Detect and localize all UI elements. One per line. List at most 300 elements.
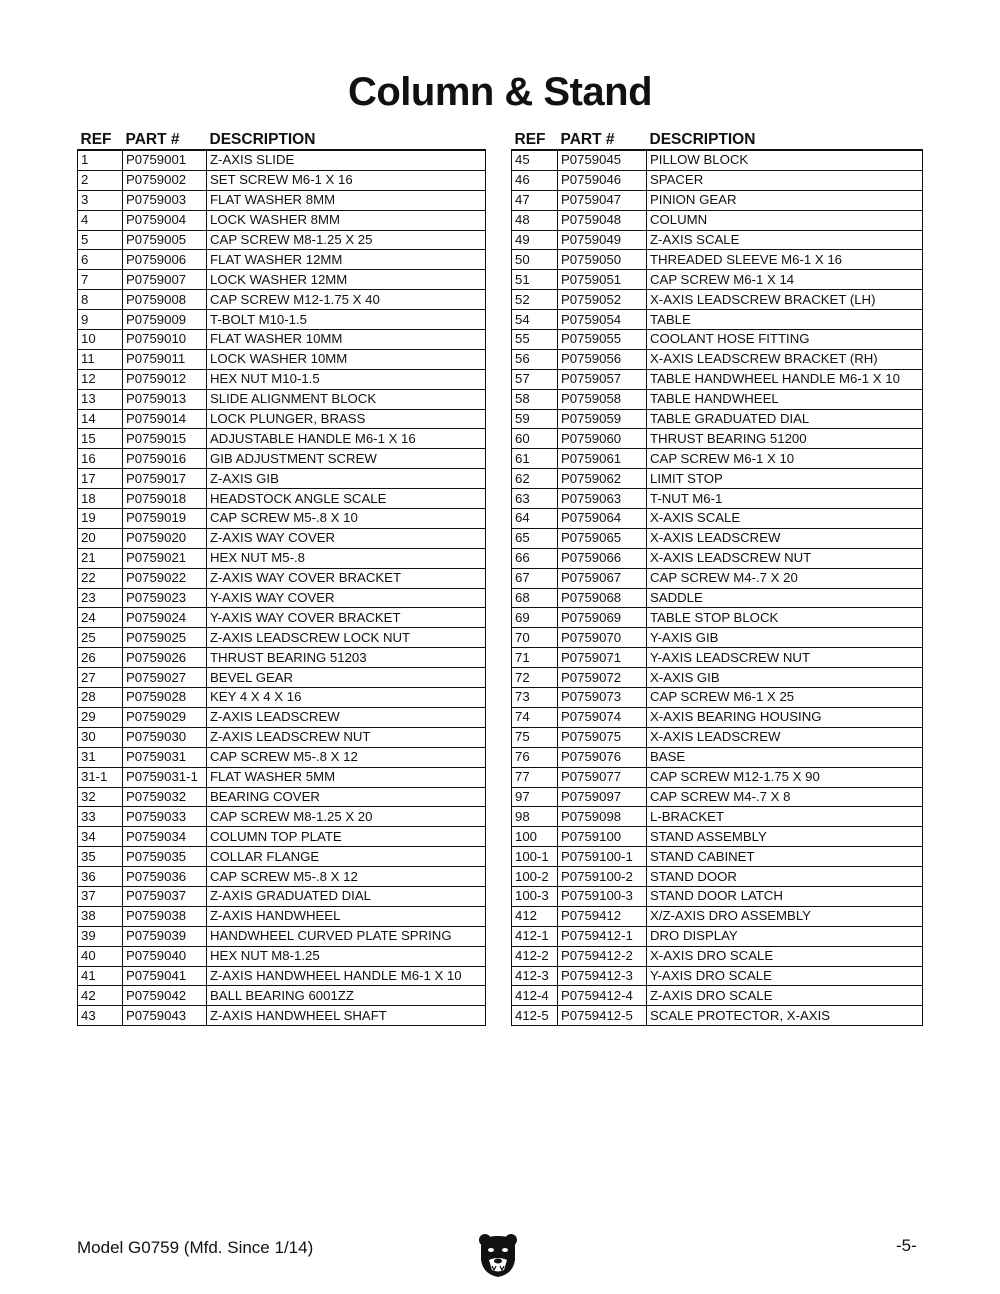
ref-cell: 70	[512, 628, 558, 648]
table-row	[78, 489, 486, 509]
ref-cell: 24	[78, 608, 123, 628]
ref-cell: 65	[512, 528, 558, 548]
ref-cell: 51	[512, 270, 558, 290]
description-cell: BALL BEARING 6001ZZ	[207, 986, 486, 1006]
part-number-cell: P0759024	[123, 608, 207, 628]
ref-header: REF	[514, 131, 546, 148]
table-row	[78, 230, 486, 250]
part-number-cell: P0759098	[558, 807, 647, 827]
ref-cell: 28	[78, 688, 123, 708]
description-cell: X-AXIS LEADSCREW	[647, 727, 923, 747]
table-row	[78, 588, 486, 608]
ref-cell: 31	[78, 747, 123, 767]
part-number-cell: P0759005	[123, 230, 207, 250]
ref-cell: 60	[512, 429, 558, 449]
table-row	[78, 926, 486, 946]
description-cell: BEVEL GEAR	[207, 668, 486, 688]
description-cell: STAND ASSEMBLY	[647, 827, 923, 847]
description-cell: LOCK WASHER 12MM	[207, 270, 486, 290]
part-number-cell: P0759068	[558, 588, 647, 608]
table-row	[78, 946, 486, 966]
part-number-cell: P0759058	[558, 389, 647, 409]
description-cell: ADJUSTABLE HANDLE M6-1 X 16	[207, 429, 486, 449]
part-number-cell: P0759100-3	[558, 886, 647, 906]
table-row	[78, 150, 486, 170]
table-row	[78, 449, 486, 469]
description-cell: X-AXIS GIB	[647, 668, 923, 688]
ref-cell: 72	[512, 668, 558, 688]
part-number-cell: P0759059	[558, 409, 647, 429]
part-number-cell: P0759037	[123, 886, 207, 906]
description-cell: Z-AXIS LEADSCREW NUT	[207, 727, 486, 747]
part-number-cell: P0759015	[123, 429, 207, 449]
table-row	[512, 369, 923, 389]
table-row	[512, 588, 923, 608]
ref-cell: 36	[78, 867, 123, 887]
table-row	[512, 1006, 923, 1026]
ref-cell: 100	[512, 827, 558, 847]
description-cell: Z-AXIS WAY COVER BRACKET	[207, 568, 486, 588]
part-number-cell: P0759412-3	[558, 966, 647, 986]
table-row	[78, 568, 486, 588]
ref-cell: 13	[78, 389, 123, 409]
table-row	[78, 886, 486, 906]
table-row	[78, 469, 486, 489]
part-number-cell: P0759412-1	[558, 926, 647, 946]
part-number-cell: P0759071	[558, 648, 647, 668]
table-row	[512, 747, 923, 767]
table-row	[512, 429, 923, 449]
ref-cell: 20	[78, 528, 123, 548]
table-row	[78, 767, 486, 787]
part-number-cell: P0759016	[123, 449, 207, 469]
part-number-cell: P0759064	[558, 509, 647, 529]
part-number-cell: P0759012	[123, 369, 207, 389]
description-header: DESCRIPTION	[649, 131, 756, 148]
part-number-cell: P0759073	[558, 688, 647, 708]
part-number-cell: P0759060	[558, 429, 647, 449]
part-number-cell: P0759050	[558, 250, 647, 270]
part-number-cell: P0759056	[558, 349, 647, 369]
description-cell: X-AXIS LEADSCREW BRACKET (RH)	[647, 349, 923, 369]
description-cell: Z-AXIS SCALE	[647, 230, 923, 250]
part-number-cell: P0759028	[123, 688, 207, 708]
part-number-cell: P0759055	[558, 330, 647, 350]
description-cell: SCALE PROTECTOR, X-AXIS	[647, 1006, 923, 1026]
ref-cell: 42	[78, 986, 123, 1006]
description-cell: DRO DISPLAY	[647, 926, 923, 946]
ref-cell: 1	[78, 150, 123, 170]
table-row	[78, 349, 486, 369]
description-cell: TABLE STOP BLOCK	[647, 608, 923, 628]
part-number-cell: P0759019	[123, 509, 207, 529]
part-number-cell: P0759033	[123, 807, 207, 827]
table-row	[78, 966, 486, 986]
part-number-cell: P0759076	[558, 747, 647, 767]
part-number-cell: P0759032	[123, 787, 207, 807]
ref-cell: 27	[78, 668, 123, 688]
parts-table-right	[511, 128, 923, 1026]
table-row	[78, 330, 486, 350]
description-cell: Z-AXIS HANDWHEEL SHAFT	[207, 1006, 486, 1026]
part-number-cell: P0759035	[123, 847, 207, 867]
part-number-cell: P0759021	[123, 548, 207, 568]
description-cell: CAP SCREW M8-1.25 X 20	[207, 807, 486, 827]
table-row	[512, 270, 923, 290]
description-cell: Z-AXIS LEADSCREW LOCK NUT	[207, 628, 486, 648]
description-cell: X-AXIS SCALE	[647, 509, 923, 529]
ref-cell: 47	[512, 190, 558, 210]
part-number-cell: P0759070	[558, 628, 647, 648]
table-row	[512, 707, 923, 727]
part-number-cell: P0759003	[123, 190, 207, 210]
table-row	[512, 250, 923, 270]
ref-cell: 50	[512, 250, 558, 270]
table-row	[512, 926, 923, 946]
ref-cell: 16	[78, 449, 123, 469]
ref-cell: 41	[78, 966, 123, 986]
part-number-cell: P0759412-4	[558, 986, 647, 1006]
ref-cell: 76	[512, 747, 558, 767]
description-cell: HANDWHEEL CURVED PLATE SPRING	[207, 926, 486, 946]
table-row	[512, 568, 923, 588]
part-number-cell: P0759002	[123, 170, 207, 190]
ref-cell: 3	[78, 190, 123, 210]
table-row	[512, 190, 923, 210]
part-number-cell: P0759100	[558, 827, 647, 847]
ref-cell: 412-1	[512, 926, 558, 946]
page-number: -5-	[896, 1236, 917, 1255]
table-row	[512, 548, 923, 568]
description-cell: CAP SCREW M12-1.75 X 90	[647, 767, 923, 787]
table-row	[512, 170, 923, 190]
ref-cell: 2	[78, 170, 123, 190]
part-number-cell: P0759045	[558, 150, 647, 170]
part-number-cell: P0759004	[123, 210, 207, 230]
ref-cell: 39	[78, 926, 123, 946]
ref-cell: 25	[78, 628, 123, 648]
description-cell: Z-AXIS LEADSCREW	[207, 707, 486, 727]
part-number-cell: P0759027	[123, 668, 207, 688]
part-number-cell: P0759029	[123, 707, 207, 727]
ref-cell: 8	[78, 290, 123, 310]
part-number-cell: P0759030	[123, 727, 207, 747]
description-cell: Y-AXIS WAY COVER BRACKET	[207, 608, 486, 628]
table-row	[512, 330, 923, 350]
description-cell: CAP SCREW M12-1.75 X 40	[207, 290, 486, 310]
table-row	[512, 827, 923, 847]
table-row	[78, 807, 486, 827]
ref-cell: 43	[78, 1006, 123, 1026]
ref-cell: 48	[512, 210, 558, 230]
description-cell: L-BRACKET	[647, 807, 923, 827]
description-cell: Z-AXIS HANDWHEEL HANDLE M6-1 X 10	[207, 966, 486, 986]
description-cell: Z-AXIS DRO SCALE	[647, 986, 923, 1006]
description-cell: HEX NUT M10-1.5	[207, 369, 486, 389]
ref-cell: 14	[78, 409, 123, 429]
description-cell: SET SCREW M6-1 X 16	[207, 170, 486, 190]
description-cell: LIMIT STOP	[647, 469, 923, 489]
table-row	[512, 528, 923, 548]
description-cell: CAP SCREW M5-.8 X 12	[207, 747, 486, 767]
ref-cell: 38	[78, 906, 123, 926]
description-cell: Y-AXIS WAY COVER	[207, 588, 486, 608]
part-number-cell: P0759057	[558, 369, 647, 389]
description-cell: BEARING COVER	[207, 787, 486, 807]
description-cell: T-BOLT M10-1.5	[207, 310, 486, 330]
table-row	[78, 310, 486, 330]
description-cell: Z-AXIS GIB	[207, 469, 486, 489]
table-row	[512, 807, 923, 827]
description-cell: FLAT WASHER 8MM	[207, 190, 486, 210]
part-number-cell: P0759020	[123, 528, 207, 548]
ref-cell: 68	[512, 588, 558, 608]
part-number-header: PART #	[125, 131, 180, 148]
ref-cell: 62	[512, 469, 558, 489]
ref-cell: 97	[512, 787, 558, 807]
table-row	[512, 210, 923, 230]
ref-cell: 12	[78, 369, 123, 389]
table-row	[78, 170, 486, 190]
description-cell: LOCK PLUNGER, BRASS	[207, 409, 486, 429]
table-row	[78, 409, 486, 429]
description-cell: CAP SCREW M4-.7 X 8	[647, 787, 923, 807]
description-cell: CAP SCREW M6-1 X 25	[647, 688, 923, 708]
page-title: Column & Stand	[347, 70, 653, 114]
table-row	[512, 628, 923, 648]
description-cell: THREADED SLEEVE M6-1 X 16	[647, 250, 923, 270]
description-cell: TABLE HANDWHEEL	[647, 389, 923, 409]
table-row	[78, 787, 486, 807]
part-number-cell: P0759047	[558, 190, 647, 210]
part-number-cell: P0759013	[123, 389, 207, 409]
description-cell: Z-AXIS HANDWHEEL	[207, 906, 486, 926]
ref-cell: 63	[512, 489, 558, 509]
table-row	[78, 429, 486, 449]
table-row	[78, 867, 486, 887]
part-number-cell: P0759074	[558, 707, 647, 727]
part-number-header: PART #	[560, 131, 615, 148]
part-number-cell: P0759042	[123, 986, 207, 1006]
table-row	[78, 190, 486, 210]
part-number-cell: P0759018	[123, 489, 207, 509]
description-cell: TABLE	[647, 310, 923, 330]
ref-cell: 32	[78, 787, 123, 807]
part-number-cell: P0759075	[558, 727, 647, 747]
table-row	[512, 349, 923, 369]
table-row	[78, 509, 486, 529]
ref-cell: 75	[512, 727, 558, 747]
part-number-cell: P0759048	[558, 210, 647, 230]
description-cell: Z-AXIS GRADUATED DIAL	[207, 886, 486, 906]
ref-cell: 54	[512, 310, 558, 330]
ref-cell: 4	[78, 210, 123, 230]
table-row	[512, 150, 923, 170]
ref-cell: 412-2	[512, 946, 558, 966]
table-row	[78, 528, 486, 548]
description-cell: COLUMN	[647, 210, 923, 230]
part-number-cell: P0759008	[123, 290, 207, 310]
table-row	[512, 230, 923, 250]
table-row	[78, 628, 486, 648]
ref-cell: 37	[78, 886, 123, 906]
ref-cell: 26	[78, 648, 123, 668]
bear-head-icon	[477, 1232, 519, 1278]
ref-header: REF	[80, 131, 112, 148]
ref-cell: 67	[512, 568, 558, 588]
description-cell: Y-AXIS GIB	[647, 628, 923, 648]
table-row	[512, 847, 923, 867]
part-number-cell: P0759031	[123, 747, 207, 767]
ref-cell: 49	[512, 230, 558, 250]
ref-cell: 9	[78, 310, 123, 330]
description-cell: Y-AXIS LEADSCREW NUT	[647, 648, 923, 668]
description-cell: Z-AXIS WAY COVER	[207, 528, 486, 548]
part-number-cell: P0759049	[558, 230, 647, 250]
ref-cell: 100-3	[512, 886, 558, 906]
ref-cell: 30	[78, 727, 123, 747]
part-number-cell: P0759077	[558, 767, 647, 787]
part-number-cell: P0759072	[558, 668, 647, 688]
table-row	[78, 688, 486, 708]
table-row	[512, 469, 923, 489]
table-row	[512, 310, 923, 330]
part-number-cell: P0759063	[558, 489, 647, 509]
description-cell: LOCK WASHER 10MM	[207, 349, 486, 369]
table-row	[512, 787, 923, 807]
table-row	[512, 668, 923, 688]
table-row	[78, 747, 486, 767]
ref-cell: 57	[512, 369, 558, 389]
part-number-cell: P0759061	[558, 449, 647, 469]
description-cell: X-AXIS DRO SCALE	[647, 946, 923, 966]
description-cell: X-AXIS BEARING HOUSING	[647, 707, 923, 727]
description-cell: X-AXIS LEADSCREW BRACKET (LH)	[647, 290, 923, 310]
part-number-cell: P0759069	[558, 608, 647, 628]
ref-cell: 64	[512, 509, 558, 529]
ref-cell: 412-4	[512, 986, 558, 1006]
part-number-cell: P0759034	[123, 827, 207, 847]
ref-cell: 17	[78, 469, 123, 489]
description-cell: Z-AXIS SLIDE	[207, 150, 486, 170]
ref-cell: 412-5	[512, 1006, 558, 1026]
description-cell: SPACER	[647, 170, 923, 190]
table-row	[512, 290, 923, 310]
ref-cell: 61	[512, 449, 558, 469]
table-row	[78, 290, 486, 310]
ref-cell: 98	[512, 807, 558, 827]
ref-cell: 10	[78, 330, 123, 350]
description-cell: COOLANT HOSE FITTING	[647, 330, 923, 350]
description-cell: STAND CABINET	[647, 847, 923, 867]
part-number-cell: P0759043	[123, 1006, 207, 1026]
ref-cell: 71	[512, 648, 558, 668]
ref-cell: 33	[78, 807, 123, 827]
table-row	[512, 489, 923, 509]
description-cell: STAND DOOR	[647, 867, 923, 887]
part-number-cell: P0759026	[123, 648, 207, 668]
footer-model: Model G0759 (Mfd. Since 1/14)	[77, 1238, 314, 1257]
table-row	[512, 608, 923, 628]
description-cell: CAP SCREW M6-1 X 14	[647, 270, 923, 290]
ref-cell: 73	[512, 688, 558, 708]
part-number-cell: P0759039	[123, 926, 207, 946]
ref-cell: 59	[512, 409, 558, 429]
description-cell: THRUST BEARING 51200	[647, 429, 923, 449]
description-cell: SADDLE	[647, 588, 923, 608]
table-row	[78, 707, 486, 727]
part-number-cell: P0759040	[123, 946, 207, 966]
ref-cell: 11	[78, 349, 123, 369]
description-cell: FLAT WASHER 12MM	[207, 250, 486, 270]
ref-cell: 40	[78, 946, 123, 966]
description-cell: PINION GEAR	[647, 190, 923, 210]
part-number-cell: P0759022	[123, 568, 207, 588]
table-row	[512, 886, 923, 906]
description-cell: THRUST BEARING 51203	[207, 648, 486, 668]
parts-table-left	[77, 128, 486, 1026]
ref-cell: 6	[78, 250, 123, 270]
description-cell: TABLE HANDWHEEL HANDLE M6-1 X 10	[647, 369, 923, 389]
part-number-cell: P0759006	[123, 250, 207, 270]
table-row	[512, 509, 923, 529]
description-cell: CAP SCREW M5-.8 X 10	[207, 509, 486, 529]
ref-cell: 55	[512, 330, 558, 350]
ref-cell: 15	[78, 429, 123, 449]
description-cell: Y-AXIS DRO SCALE	[647, 966, 923, 986]
part-number-cell: P0759023	[123, 588, 207, 608]
part-number-cell: P0759041	[123, 966, 207, 986]
ref-cell: 69	[512, 608, 558, 628]
ref-cell: 18	[78, 489, 123, 509]
ref-cell: 45	[512, 150, 558, 170]
description-cell: SLIDE ALIGNMENT BLOCK	[207, 389, 486, 409]
description-cell: X-AXIS LEADSCREW NUT	[647, 548, 923, 568]
ref-cell: 35	[78, 847, 123, 867]
description-cell: X/Z-AXIS DRO ASSEMBLY	[647, 906, 923, 926]
table-row	[512, 409, 923, 429]
part-number-cell: P0759054	[558, 310, 647, 330]
description-cell: CAP SCREW M6-1 X 10	[647, 449, 923, 469]
table-row	[512, 986, 923, 1006]
description-cell: LOCK WASHER 8MM	[207, 210, 486, 230]
table-row	[78, 648, 486, 668]
part-number-cell: P0759001	[123, 150, 207, 170]
part-number-cell: P0759010	[123, 330, 207, 350]
part-number-cell: P0759036	[123, 867, 207, 887]
ref-cell: 7	[78, 270, 123, 290]
description-cell: KEY 4 X 4 X 16	[207, 688, 486, 708]
table-row	[512, 966, 923, 986]
table-row	[78, 210, 486, 230]
description-cell: STAND DOOR LATCH	[647, 886, 923, 906]
description-cell: PILLOW BLOCK	[647, 150, 923, 170]
table-row	[512, 867, 923, 887]
description-cell: HEADSTOCK ANGLE SCALE	[207, 489, 486, 509]
description-cell: HEX NUT M5-.8	[207, 548, 486, 568]
table-row	[78, 827, 486, 847]
description-cell: BASE	[647, 747, 923, 767]
ref-cell: 56	[512, 349, 558, 369]
ref-cell: 22	[78, 568, 123, 588]
table-row	[78, 906, 486, 926]
description-cell: COLLAR FLANGE	[207, 847, 486, 867]
part-number-cell: P0759038	[123, 906, 207, 926]
ref-cell: 19	[78, 509, 123, 529]
part-number-cell: P0759025	[123, 628, 207, 648]
ref-cell: 58	[512, 389, 558, 409]
table-row	[78, 369, 486, 389]
